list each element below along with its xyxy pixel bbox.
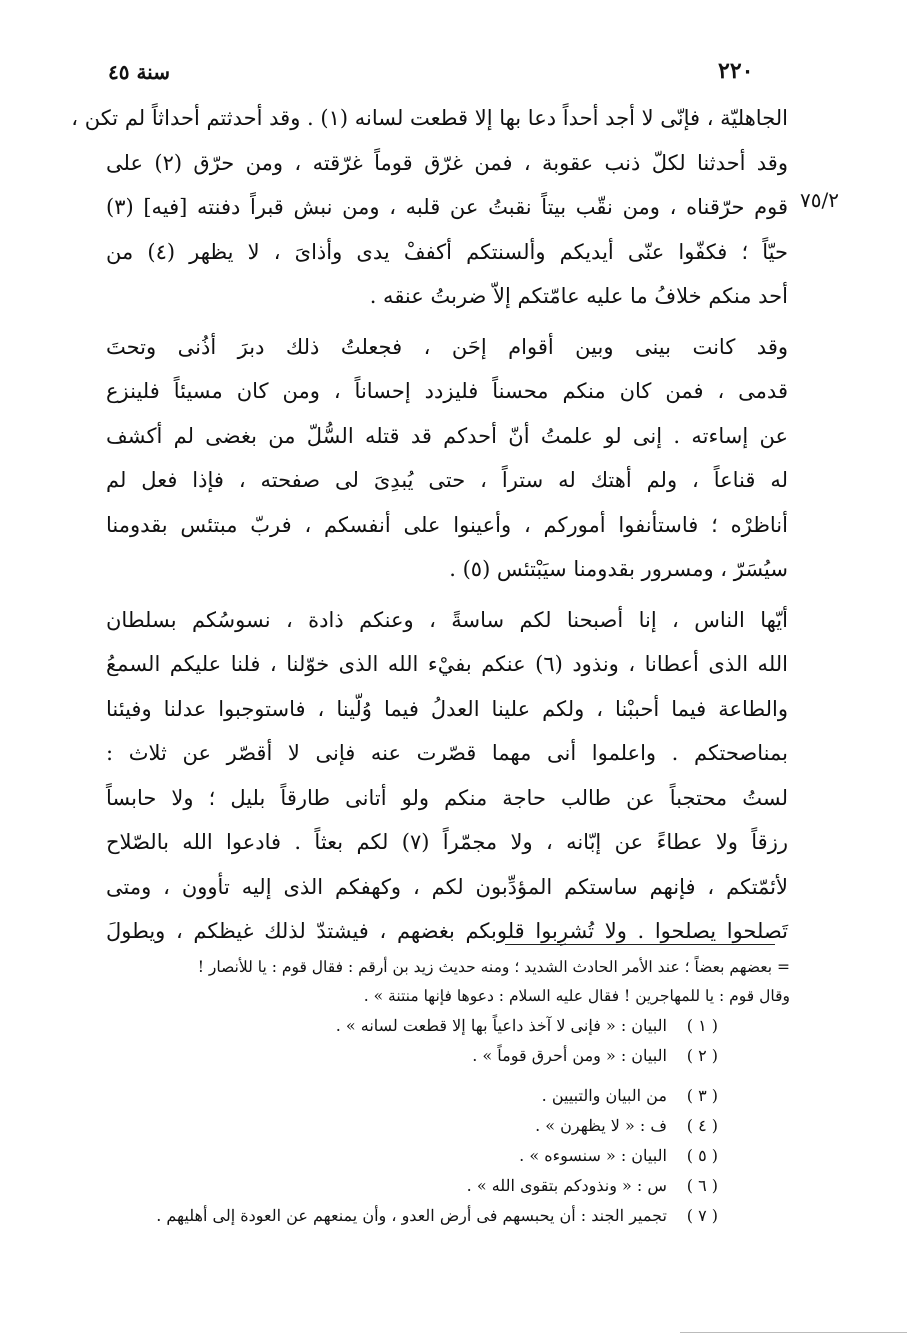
footnote-continuation: وقال قوم : يا للمهاجرين ! فقال عليه السلام : دعوها فإنها منتنة » . <box>363 987 790 1005</box>
text-line: أيّها الناس ، إنا أصبحنا لكم ساسةً ، وعنكم ذادة ، نسوسُكم بسلطان <box>106 607 788 632</box>
text-line: قوم حرّقناه ، ومن نقّب بيتاً نقبتُ عن قلبه ، ومن نبش قبراً دفنته [فيه] (٣) <box>106 195 788 219</box>
footnote-number: ( ١ ) <box>686 1016 718 1035</box>
text-line: لستُ محتجباً عن طالب حاجة منكم ولو أتانى طارقاً بليل ؛ ولا حابساً <box>106 785 788 810</box>
text-line: سيُسَرّ ، ومسرور بقدومنا سيَبْتئس (٥) . <box>449 557 788 581</box>
footnote <box>120 1111 718 1141</box>
footnote-continuation: = بعضهم بعضاً ؛ عند الأمر الحادث الشديد ؛ ومنه حديث زيد بن أرقم : فقال قوم : يا للأنصار ! <box>197 958 790 976</box>
footnote-text: س : « ونذودكم بتقوى الله » . <box>466 1176 667 1195</box>
footnote-number: ( ٦ ) <box>686 1176 718 1195</box>
text-line: رزقاً ولا عطاءً عن إبّانه ، ولا مجمّراً (٧) لكم بعثاً . فادعوا الله بالصّلاح <box>106 830 788 854</box>
footnote-text: البيان : « ومن أحرق قوماً » . <box>472 1046 667 1065</box>
footnote <box>120 1171 718 1201</box>
text-line: أحد منكم خلافُ ما عليه عامّتكم إلاّ ضربتُ عنقه . <box>369 284 788 308</box>
text-line: الله الذى أعطانا ، ونذود (٦) عنكم بفيْء الله الذى خوّلنا ، فلنا عليكم السمعُ <box>106 652 789 676</box>
main-text <box>71 96 789 960</box>
text-line: وقد كانت بينى وبين أقوام إحَن ، فجعلتُ ذلك دبرَ أذُنى وتحتَ <box>106 334 788 359</box>
footnote-text: البيان : « فإنى لا آخذ داعياً بها إلا قطعت لسانه » . <box>335 1016 667 1035</box>
footnote-number: ( ٧ ) <box>686 1206 718 1225</box>
paragraph <box>71 96 788 319</box>
text-line: عن إساءته . إنى لو علمتُ أنّ أحدكم قد قتله السُّلّ من بغضى لم أكشف <box>106 423 788 448</box>
footnote-number: ( ٢ ) <box>686 1046 718 1065</box>
page-edge <box>680 1332 907 1333</box>
text-line: أناظرْه ؛ فاستأنفوا أموركم ، وأعينوا على أنفسكم ، فربّ مبتئس بقدومنا <box>106 512 788 537</box>
paragraph <box>106 325 788 592</box>
footnote <box>120 1141 718 1171</box>
text-line: والطاعة فيما أحببْنا ، ولكم علينا العدلُ فيما وُلّينا ، فاستوجبوا عدلنا وفيئنا <box>106 696 788 721</box>
paragraph <box>106 598 788 954</box>
footnote-number: ( ٤ ) <box>686 1116 718 1135</box>
text-line: حيّاً ؛ فكفّوا عنّى أيديكم وألسنتكم أكففْ يدى وأذاىَ ، لا يظهر (٤) من <box>106 239 788 264</box>
footnotes <box>120 953 790 1231</box>
running-header-year: سنة ٤٥ <box>108 60 170 84</box>
text-line: قدمى ، فمن كان منكم محسناً فليزدد إحساناً ، ومن كان مسيئاً فلينزع <box>106 379 788 403</box>
footnote <box>120 1011 718 1041</box>
text-line: الجاهليّة ، فإنّى لا أجد أحداً دعا بها إلا قطعت لسانه (١) . وقد أحدثتم أحداثاً لم تكن ، <box>71 106 788 130</box>
text-line: لأئمّتكم ، فإنهم ساستكم المؤدِّبون لكم ، وكهفكم الذى إليه تأوون ، ومتى <box>106 874 788 899</box>
footnote <box>120 1081 718 1111</box>
text-line: تَصلحوا يصلحوا . ولا تُشرِبوا قلوبكم بغضهم ، فيشتدّ لذلك غيظكم ، ويطولَ <box>106 919 788 943</box>
margin-reference: ٧٥/٢ <box>800 188 839 212</box>
footnote-text: البيان : « سنسوءه » . <box>519 1146 667 1165</box>
footnote-number: ( ٣ ) <box>686 1086 718 1105</box>
footnote-text: ف : « لا يظهرن » . <box>535 1116 667 1135</box>
footnote-text: تجمير الجند : أن يحبسهم فى أرض العدو ، وأن يمنعهم عن العودة إلى أهليهم . <box>156 1206 667 1225</box>
page-number: ٢٢٠ <box>718 58 754 84</box>
text-line: له قناعاً ، ولم أهتك له ستراً ، حتى يُبدِىَ لى صفحته ، فإذا فعل لم <box>106 468 788 492</box>
footnote-number: ( ٥ ) <box>686 1146 718 1165</box>
footnote <box>120 1201 718 1231</box>
text-line: وقد أحدثنا لكلّ ذنب عقوبة ، فمن غرّق قوماً غرّقته ، ومن حرّق (٢) على <box>106 150 788 175</box>
footnote-divider <box>505 944 775 945</box>
text-line: بمناصحتكم . واعلموا أنى مهما قصّرت عنه فإنى لا أقصّر عن ثلاث : <box>106 741 788 765</box>
footnote-text: من البيان والتبيين . <box>541 1086 667 1105</box>
footnote <box>120 1041 718 1071</box>
